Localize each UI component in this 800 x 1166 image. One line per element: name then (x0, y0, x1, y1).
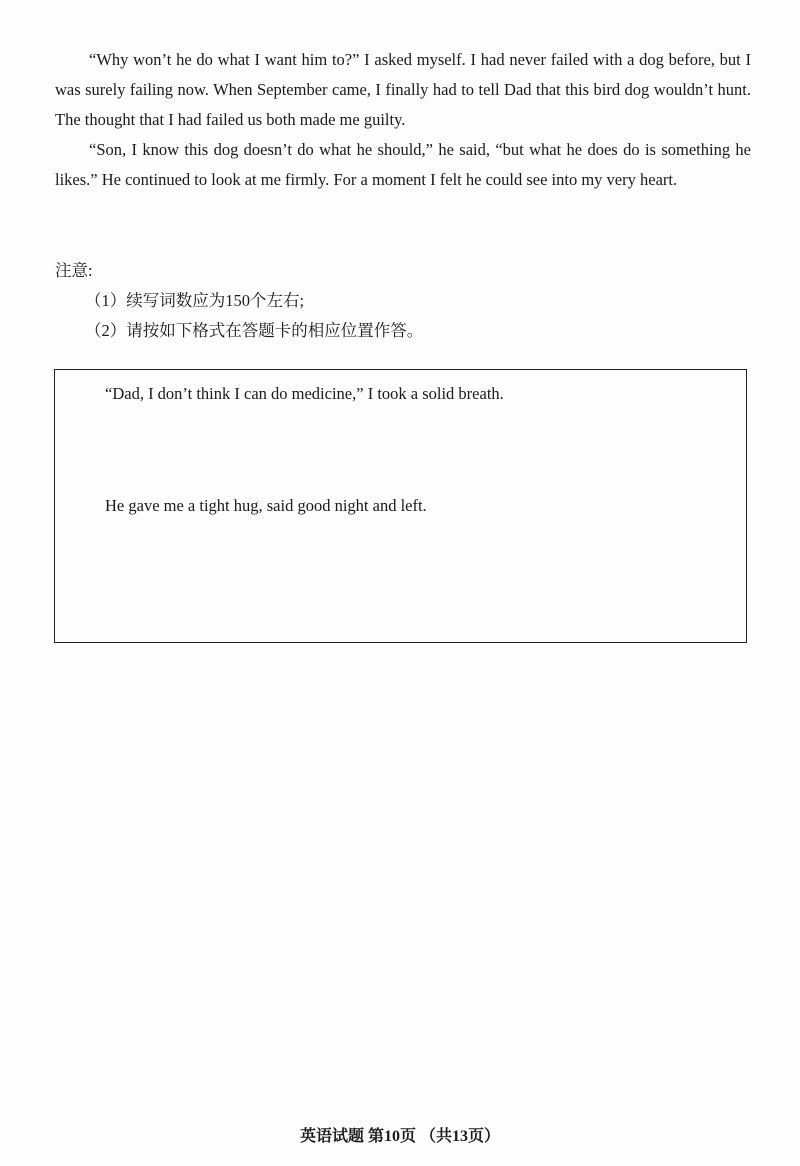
answer-format-box (54, 369, 747, 643)
story-passage (55, 45, 751, 195)
page-footer: 英语试题 第10页 （共13页） (299, 1128, 500, 1145)
paragraph-opener-1: “Dad, I don’t think I can do medicine,” I took a solid breath. (105, 384, 504, 403)
passage-paragraph-2: “Son, I know this dog doesn’t do what he should,” he said, “but what he does do is something he likes.” He continued to look at me firmly. For a moment I felt he could see into my very heart. (55, 140, 751, 189)
instruction-item-2: （2）请按如下格式在答题卡的相应位置作答。 (85, 321, 424, 340)
instructions (55, 256, 751, 346)
instructions-title: 注意: (55, 261, 93, 280)
instruction-item-1: （1）续写词数应为150个左右; (85, 291, 305, 310)
paragraph-opener-2: He gave me a tight hug, said good night and left. (105, 496, 427, 515)
passage-paragraph-1: “Why won’t he do what I want him to?” I asked myself. I had never failed with a dog before, but I was surely failing now. When September came, I finally had to tell Dad that this bird dog wouldn’t hunt. The thought that I had failed us both made me guilty. (55, 50, 751, 129)
